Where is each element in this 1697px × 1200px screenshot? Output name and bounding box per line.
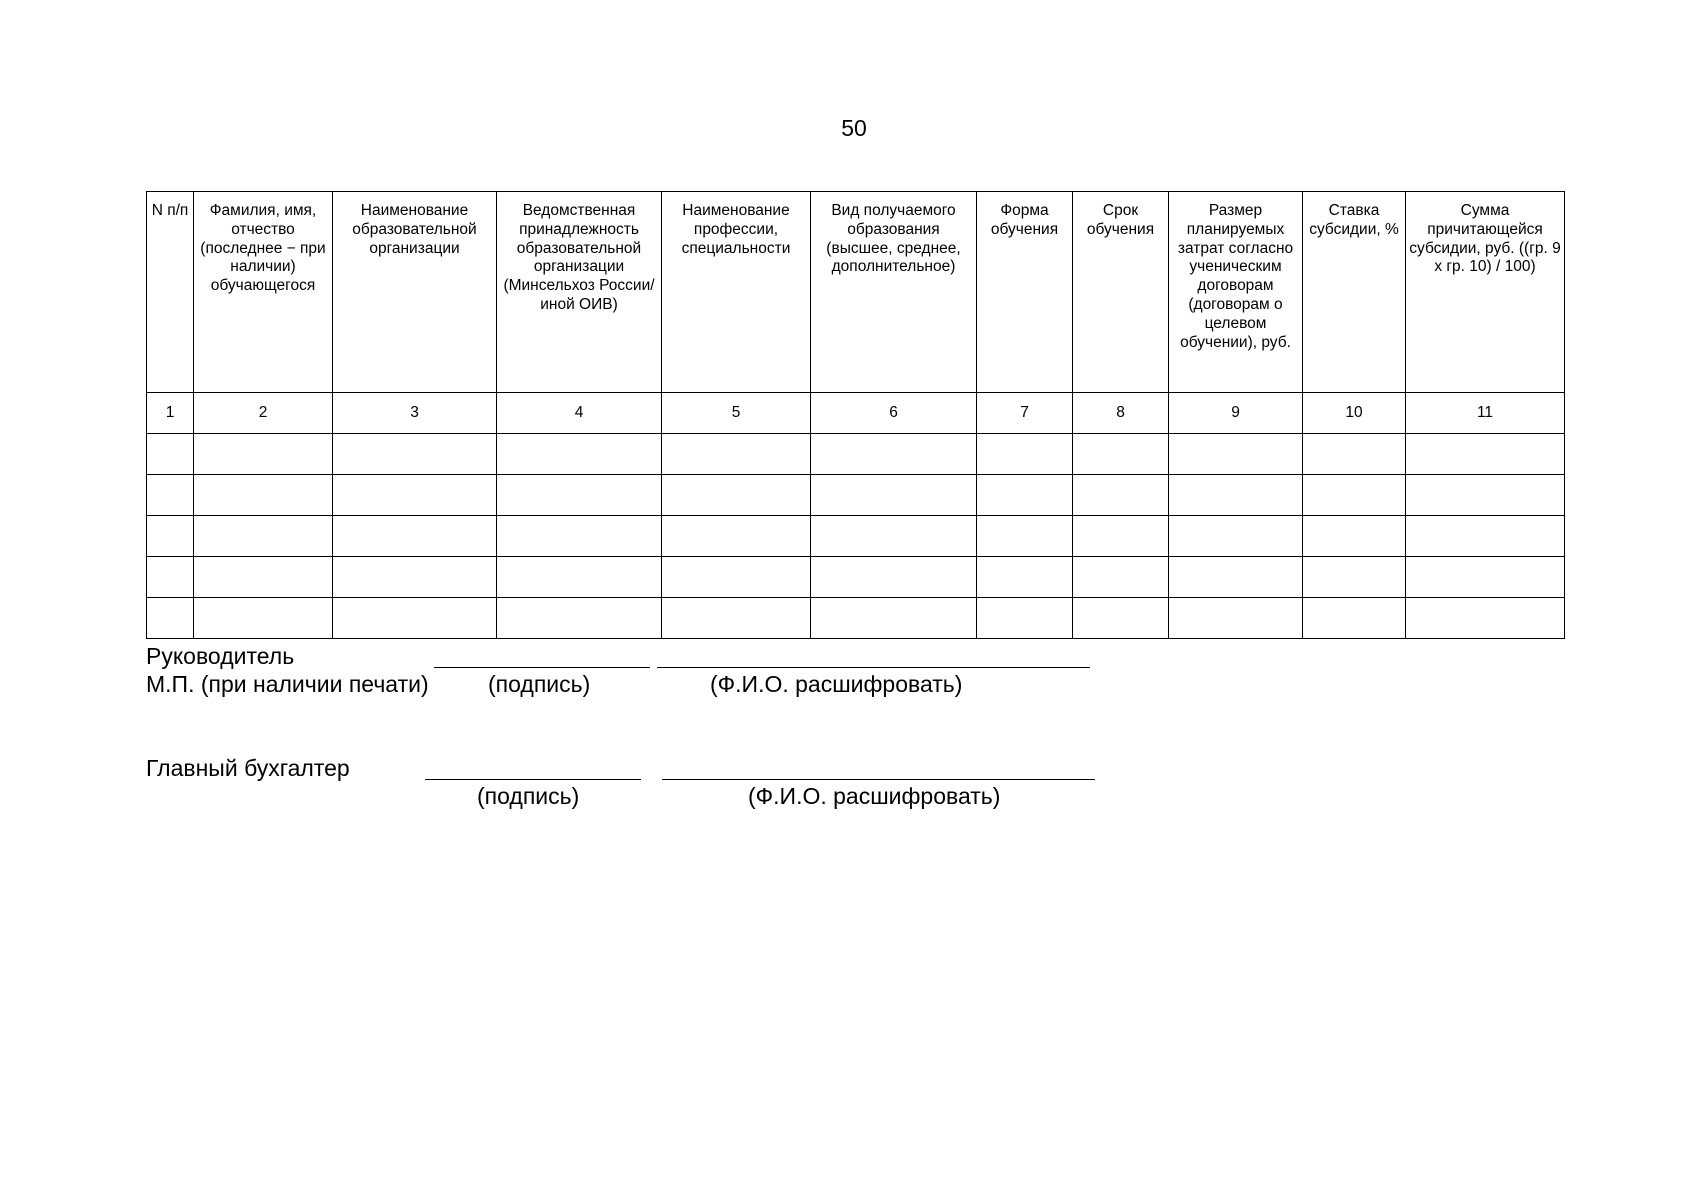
seal-note: М.П. (при наличии печати)	[146, 671, 429, 697]
table-cell	[1073, 598, 1169, 639]
column-number: 5	[662, 393, 811, 434]
table-cell	[333, 598, 497, 639]
table-cell	[977, 516, 1073, 557]
table-cell	[147, 516, 194, 557]
table-cell	[497, 475, 662, 516]
head-name-caption: (Ф.И.О. расшифровать)	[710, 671, 963, 697]
table-cell	[977, 434, 1073, 475]
table-cell	[977, 475, 1073, 516]
accountant-name-caption: (Ф.И.О. расшифровать)	[748, 783, 1001, 809]
table-cell	[811, 434, 977, 475]
table-cell	[811, 516, 977, 557]
table-cell	[1073, 475, 1169, 516]
column-number: 2	[194, 393, 333, 434]
column-number: 8	[1073, 393, 1169, 434]
table-cell	[147, 434, 194, 475]
header-cell: Фамилия, имя, отчество (последнее − при наличии) обучающегося	[194, 192, 333, 393]
table-cell	[1303, 516, 1406, 557]
header-cell: Вид получаемого образования (высшее, среднее, дополнительное)	[811, 192, 977, 393]
table-row	[147, 557, 1565, 598]
table-cell	[333, 516, 497, 557]
table-cell	[811, 598, 977, 639]
header-cell: Форма обучения	[977, 192, 1073, 393]
accountant-title: Главный бухгалтер	[146, 755, 350, 781]
table-cell	[811, 475, 977, 516]
table-cell	[194, 557, 333, 598]
column-number-row	[147, 393, 1565, 434]
header-cell: Наименование профессии, специальности	[662, 192, 811, 393]
table-cell	[1169, 598, 1303, 639]
head-signature-line	[434, 667, 650, 668]
head-name-line	[657, 667, 1090, 668]
table-cell	[977, 598, 1073, 639]
head-title: Руководитель	[146, 643, 295, 669]
page-number: 50	[841, 115, 867, 141]
table-cell	[1303, 434, 1406, 475]
header-cell: N п/п	[147, 192, 194, 393]
accountant-signature-line	[425, 779, 641, 780]
accountant-name-line	[662, 779, 1095, 780]
column-number: 6	[811, 393, 977, 434]
table-cell	[1406, 434, 1565, 475]
table-cell	[977, 557, 1073, 598]
table-cell	[662, 475, 811, 516]
table-cell	[333, 434, 497, 475]
table-cell	[1169, 516, 1303, 557]
table-cell	[662, 516, 811, 557]
table-header-row	[147, 192, 1565, 393]
column-number: 4	[497, 393, 662, 434]
header-cell: Размер планируемых затрат согласно ученическим договорам (договорам о целевом обучении), руб.	[1169, 192, 1303, 393]
header-cell: Наименование образовательной организации	[333, 192, 497, 393]
accountant-signature-caption: (подпись)	[477, 783, 580, 809]
table-row	[147, 516, 1565, 557]
table-cell	[1406, 475, 1565, 516]
table-cell	[1406, 598, 1565, 639]
header-cell: Сумма причитающейся субсидии, руб. ((гр. 9 х гр. 10) / 100)	[1406, 192, 1565, 393]
table-row	[147, 475, 1565, 516]
column-number: 11	[1406, 393, 1565, 434]
table-cell	[1169, 434, 1303, 475]
header-cell: Ставка субсидии, %	[1303, 192, 1406, 393]
table-cell	[497, 557, 662, 598]
table-cell	[1073, 557, 1169, 598]
column-number: 9	[1169, 393, 1303, 434]
table-cell	[662, 557, 811, 598]
table-cell	[1406, 557, 1565, 598]
table-cell	[1303, 598, 1406, 639]
table-cell	[1406, 516, 1565, 557]
table-cell	[1073, 434, 1169, 475]
table-cell	[1303, 475, 1406, 516]
table-cell	[194, 598, 333, 639]
table-cell	[333, 557, 497, 598]
table-cell	[662, 598, 811, 639]
column-number: 10	[1303, 393, 1406, 434]
table-cell	[497, 516, 662, 557]
table-cell	[497, 434, 662, 475]
table-cell	[333, 475, 497, 516]
subsidy-table	[146, 191, 1565, 639]
table-row	[147, 598, 1565, 639]
table-row	[147, 434, 1565, 475]
table-cell	[147, 598, 194, 639]
table-cell	[194, 475, 333, 516]
table-cell	[147, 475, 194, 516]
header-cell: Срок обучения	[1073, 192, 1169, 393]
table-cell	[1303, 557, 1406, 598]
table-cell	[497, 598, 662, 639]
column-number: 1	[147, 393, 194, 434]
table-cell	[1169, 475, 1303, 516]
column-number: 7	[977, 393, 1073, 434]
table-cell	[147, 557, 194, 598]
column-number: 3	[333, 393, 497, 434]
table-cell	[1169, 557, 1303, 598]
table-cell	[811, 557, 977, 598]
head-signature-caption: (подпись)	[488, 671, 591, 697]
table-cell	[1073, 516, 1169, 557]
table-cell	[194, 516, 333, 557]
table-cell	[662, 434, 811, 475]
table-cell	[194, 434, 333, 475]
header-cell: Ведомственная принадлежность образовательной организации (Минсельхоз России/ иной ОИВ)	[497, 192, 662, 393]
